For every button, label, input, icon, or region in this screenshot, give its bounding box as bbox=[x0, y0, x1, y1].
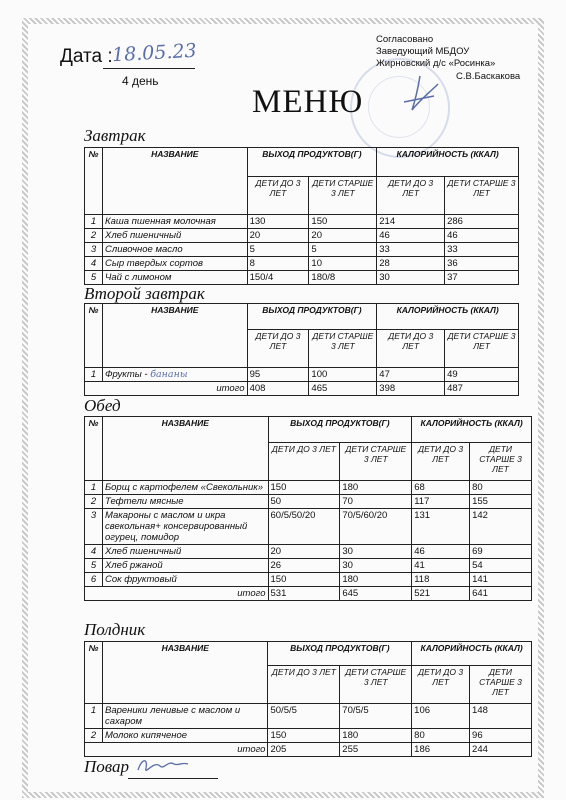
col-under3: ДЕТИ ДО 3 ЛЕТ bbox=[412, 443, 470, 481]
col-over3: ДЕТИ СТАРШЕ 3 ЛЕТ bbox=[309, 330, 377, 368]
col-num: № bbox=[85, 148, 103, 215]
date-label: Дата : bbox=[60, 46, 113, 67]
section-title-breakfast: Завтрак bbox=[84, 126, 146, 145]
col-over3: ДЕТИ СТАРШЕ 3 ЛЕТ bbox=[445, 330, 519, 368]
col-name: НАЗВАНИЕ bbox=[102, 417, 268, 481]
breakfast-table bbox=[84, 147, 519, 285]
col-num: № bbox=[85, 642, 103, 704]
table-row: 2 Хлеб пшеничный 20 20 46 46 bbox=[85, 229, 519, 243]
col-num: № bbox=[85, 304, 103, 368]
table-row: 3 Сливочное масло 5 5 33 33 bbox=[85, 243, 519, 257]
cook-label: Повар bbox=[84, 757, 130, 776]
table-row: 1 Вареники ленивые с маслом и сахаром 50/5/5 70/5/5 106 148 bbox=[85, 704, 532, 729]
section-title-second-breakfast: Второй завтрак bbox=[84, 284, 205, 303]
col-yield: ВЫХОД ПРОДУКТОВ(Г) bbox=[247, 148, 377, 177]
col-under3: ДЕТИ ДО 3 ЛЕТ bbox=[268, 443, 340, 481]
total-row: итого 531 645 521 641 bbox=[85, 587, 532, 601]
table-row: 2 Тефтели мясные 50 70 117 155 bbox=[85, 495, 532, 509]
col-under3: ДЕТИ ДО 3 ЛЕТ bbox=[377, 177, 445, 215]
lunch-table bbox=[84, 416, 532, 601]
table-row: 4 Сыр твердых сортов 8 10 28 36 bbox=[85, 257, 519, 271]
col-yield: ВЫХОД ПРОДУКТОВ(Г) bbox=[268, 417, 412, 443]
col-over3: ДЕТИ СТАРШЕ 3 ЛЕТ bbox=[340, 443, 412, 481]
table-row: 2 Молоко кипяченое 150 180 80 96 bbox=[85, 729, 532, 743]
section-title-afternoon-snack: Полдник bbox=[84, 620, 146, 639]
col-name: НАЗВАНИЕ bbox=[102, 642, 268, 704]
col-under3: ДЕТИ ДО 3 ЛЕТ bbox=[247, 177, 309, 215]
second-breakfast-table bbox=[84, 303, 519, 396]
col-calories: КАЛОРИЙНОСТЬ (ККАЛ) bbox=[377, 304, 519, 330]
col-over3: ДЕТИ СТАРШЕ 3 ЛЕТ bbox=[470, 666, 532, 704]
col-under3: ДЕТИ ДО 3 ЛЕТ bbox=[377, 330, 445, 368]
date-value: 18.05.23 bbox=[111, 39, 198, 67]
col-num: № bbox=[85, 417, 103, 481]
section-title-lunch: Обед bbox=[84, 396, 121, 415]
col-name: НАЗВАНИЕ bbox=[102, 304, 247, 368]
table-row: 4 Хлеб пшеничный 20 30 46 69 bbox=[85, 545, 532, 559]
col-under3: ДЕТИ ДО 3 ЛЕТ bbox=[268, 666, 340, 704]
col-over3: ДЕТИ СТАРШЕ 3 ЛЕТ bbox=[470, 443, 532, 481]
col-yield: ВЫХОД ПРОДУКТОВ(Г) bbox=[247, 304, 377, 330]
table-row: 3 Макароны с маслом и икра свекольная+ консервированный огурец, помидор 60/5/50/20 70/5/60/20 131 142 bbox=[85, 509, 532, 545]
afternoon-snack-table bbox=[84, 641, 532, 757]
col-calories: КАЛОРИЙНОСТЬ (ККАЛ) bbox=[412, 417, 532, 443]
day-label: 4 день bbox=[122, 74, 159, 88]
col-over3: ДЕТИ СТАРШЕ 3 ЛЕТ bbox=[309, 177, 377, 215]
row-name: Фрукты - bbox=[104, 369, 148, 380]
total-row: итого 408 465 398 487 bbox=[85, 382, 519, 396]
total-row: итого 205 255 186 244 bbox=[85, 743, 532, 757]
cook-signature-line bbox=[128, 778, 218, 779]
table-row: 5 Хлеб ржаной 26 30 41 54 bbox=[85, 559, 532, 573]
col-yield: ВЫХОД ПРОДУКТОВ(Г) bbox=[268, 642, 412, 666]
approval-line: Согласовано bbox=[376, 34, 434, 45]
table-row: 1 Борщ с картофелем «Свекольник» 150 180 68 80 bbox=[85, 481, 532, 495]
cook-signature-mark bbox=[134, 754, 194, 778]
col-calories: КАЛОРИЙНОСТЬ (ККАЛ) bbox=[412, 642, 532, 666]
table-row: 1 Каша пшенная молочная 130 150 214 286 bbox=[85, 215, 519, 229]
col-over3: ДЕТИ СТАРШЕ 3 ЛЕТ bbox=[340, 666, 412, 704]
approval-line: С.В.Баскакова bbox=[456, 70, 521, 82]
date-underline bbox=[103, 68, 195, 69]
approval-line: Жирновский д/с «Росинка» bbox=[376, 58, 496, 70]
col-under3: ДЕТИ ДО 3 ЛЕТ bbox=[412, 666, 470, 704]
table-row: 5 Чай с лимоном 150/4 180/8 30 37 bbox=[85, 271, 519, 285]
table-row: 6 Сок фруктовый 150 180 118 141 bbox=[85, 573, 532, 587]
table-row: 1 Фрукты - бананы 95 100 47 49 bbox=[85, 368, 519, 382]
approval-line: Заведующий МБДОУ bbox=[376, 46, 470, 58]
col-name: НАЗВАНИЕ bbox=[102, 148, 247, 215]
col-calories: КАЛОРИЙНОСТЬ (ККАЛ) bbox=[377, 148, 519, 177]
handwritten-fruit: бананы bbox=[150, 369, 188, 380]
col-over3: ДЕТИ СТАРШЕ 3 ЛЕТ bbox=[445, 177, 519, 215]
signature-mark bbox=[390, 74, 450, 114]
menu-title: МЕНЮ bbox=[252, 84, 364, 120]
col-under3: ДЕТИ ДО 3 ЛЕТ bbox=[247, 330, 309, 368]
